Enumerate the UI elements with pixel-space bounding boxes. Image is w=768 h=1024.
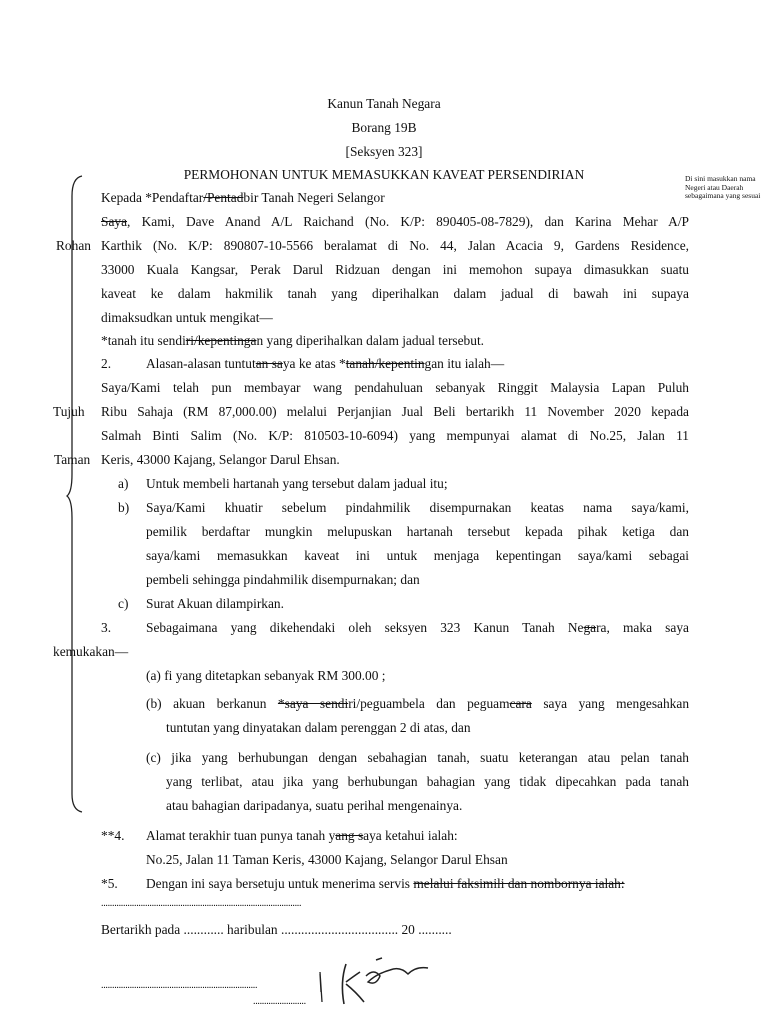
item-a-text: Untuk membeli hartanah yang tersebut dalam jadual itu;: [146, 476, 448, 491]
addressee-strike: /Pentad: [203, 190, 244, 205]
para3-b-strike-2: cara: [509, 696, 532, 711]
para2-heading: [146, 356, 504, 372]
para3-b-text-b: ri/peguambela dan peguam: [348, 696, 510, 711]
para3-item-c-line-2: yang terlibat, atau jika yang berhubungan bahagian yang tidak dipecahkan pada tanah: [166, 774, 689, 789]
para3-strike: ga: [583, 620, 597, 635]
para4-address: No.25, Jalan 11 Taman Keris, 43000 Kajang, Selangor Darul Ehsan: [146, 852, 508, 867]
margin-tujuh: Tujuh: [53, 404, 85, 419]
para5-text-a: Dengan ini saya bersetuju untuk menerima servis: [146, 876, 414, 891]
para4-heading: [146, 828, 458, 844]
para2-strike-2: tanah/kepentin: [345, 356, 425, 371]
para3-b-strike-1: *saya sendi: [277, 696, 349, 711]
applicant-line-1: [101, 214, 689, 230]
margin-rohan: Rohan: [56, 238, 91, 253]
addressee-prefix: Kepada *Pendaftar: [101, 190, 204, 205]
para4-heading-b: aya ketahui ialah:: [363, 828, 458, 843]
para2-heading-a: Alasan-alasan tuntut: [146, 356, 256, 371]
para3-number: 3.: [101, 620, 112, 635]
para5-text: [146, 876, 625, 892]
para5-dots: ...........................................................................................: [101, 898, 302, 909]
para2-strike-1: an sa: [255, 356, 283, 371]
form-title: PERMOHONAN UNTUK MEMASUKKAN KAVEAT PERSENDIRIAN: [183, 167, 585, 182]
item-c-label: c): [118, 596, 129, 611]
item-b-line-3: saya/kami memasukkan kaveat ini untuk menjaga kepentingan saya/kami sebagai: [146, 548, 689, 563]
para2-line-4: Keris, 43000 Kajang, Selangor Darul Ehsan.: [101, 452, 340, 467]
act-name: Kanun Tanah Negara: [327, 96, 441, 111]
para2-heading-b: ya ke atas *: [282, 356, 346, 371]
item-b-label: b): [118, 500, 130, 515]
interest-line: [101, 333, 484, 349]
item-b-line-2: pemilik berdaftar mungkin melupuskan hartanah tersebut kepada pihak ketiga dan: [146, 524, 689, 539]
applicant-text-1: , Kami, Dave Anand A/L Raichand (No. K/P: 890405-08-7829), dan Karina Mehar A/P: [127, 214, 689, 229]
para2-number: 2.: [101, 356, 112, 371]
para3-item-c-line-1: (c) jika yang berhubungan dengan sebahagian tanah, suatu keterangan atau pelan tanah: [146, 750, 689, 765]
para3-line-1: [146, 620, 689, 636]
para2-line-3: Salmah Binti Salim (No. K/P: 810503-10-6094) yang mempunyai alamat di No.25, Jalan 11: [101, 428, 689, 443]
item-c-text: Surat Akuan dilampirkan.: [146, 596, 284, 611]
para3-line-1b: ra, maka saya: [596, 620, 689, 635]
para3-b-text-a: (b) akuan berkanun: [146, 696, 278, 711]
para2-line-1: Saya/Kami telah pun membayar wang pendahuluan sebanyak Ringgit Malaysia Lapan Puluh: [101, 380, 689, 395]
signature-dots-line: .......................................................................: [101, 980, 258, 991]
margin-bracket: [66, 174, 86, 814]
applicant-line-3: 33000 Kuala Kangsar, Perak Darul Ridzuan dengan ini memohon supaya dimasukkan suatu: [101, 262, 689, 277]
date-line: Bertarikh pada ............ haribulan ................................... 20 ..........: [101, 922, 452, 937]
item-a-label: a): [118, 476, 129, 491]
applicant-strike: Saya: [101, 214, 128, 229]
applicant-line-2: Karthik (No. K/P: 890807-10-5566 beralamat di No. 44, Jalan Acacia 9, Gardens Residence,: [101, 238, 689, 253]
signature-dots-short: ........................: [253, 996, 306, 1007]
para5-strike: melalui faksimili dan nombornya ialah:: [413, 876, 625, 891]
addressee-suffix: bir Tanah Negeri Selangor: [243, 190, 385, 205]
para3-item-a: (a) fi yang ditetapkan sebanyak RM 300.00 ;: [146, 668, 386, 683]
para4-number: **4.: [101, 828, 125, 843]
addressee-line: [101, 190, 385, 206]
interest-prefix: *tanah itu sendi: [101, 333, 186, 348]
handwritten-signature: [316, 952, 446, 1012]
interest-suffix: n yang diperihalkan dalam jadual tersebut.: [256, 333, 485, 348]
applicant-line-5: dimaksudkan untuk mengikat—: [101, 310, 273, 325]
interest-strike: ri/kepentinga: [185, 333, 257, 348]
side-note: Di sini masukkan nama Negeri atau Daerah sebagaimana yang sesuai: [685, 174, 761, 200]
para4-heading-a: Alamat terakhir tuan punya tanah y: [146, 828, 336, 843]
section-ref: [Seksyen 323]: [345, 144, 423, 159]
form-number: Borang 19B: [351, 120, 417, 135]
para2-heading-c: gan itu ialah—: [424, 356, 505, 371]
item-b-line-4: pembeli sehingga pindahmilik disempurnakan; dan: [146, 572, 420, 587]
para5-number: *5.: [101, 876, 118, 891]
para4-strike: ang s: [335, 828, 364, 843]
item-b-line-1: Saya/Kami khuatir sebelum pindahmilik disempurnakan keatas nama saya/kami,: [146, 500, 689, 515]
para3-line-1a: Sebagaimana yang dikehendaki oleh seksyen 323 Kanun Tanah Ne: [146, 620, 584, 635]
para3-item-c-line-3: atau bahagian daripadanya, suatu perihal mengenainya.: [166, 798, 463, 813]
applicant-line-4: kaveat ke dalam hakmilik tanah yang diperihalkan dalam jadual di bawah ini supaya: [101, 286, 689, 301]
margin-kemukakan: kemukakan—: [53, 644, 129, 659]
para3-item-b-line-1: [146, 696, 689, 712]
margin-taman: Taman: [54, 452, 91, 467]
para2-line-2: Ribu Sahaja (RM 87,000.00) melalui Perjanjian Jual Beli bertarikh 11 November 2020 kepada: [101, 404, 689, 419]
para3-b-text-c: saya yang mengesahkan: [531, 696, 690, 711]
para3-item-b-line-2: tuntutan yang dinyatakan dalam perenggan 2 di atas, dan: [166, 720, 471, 735]
